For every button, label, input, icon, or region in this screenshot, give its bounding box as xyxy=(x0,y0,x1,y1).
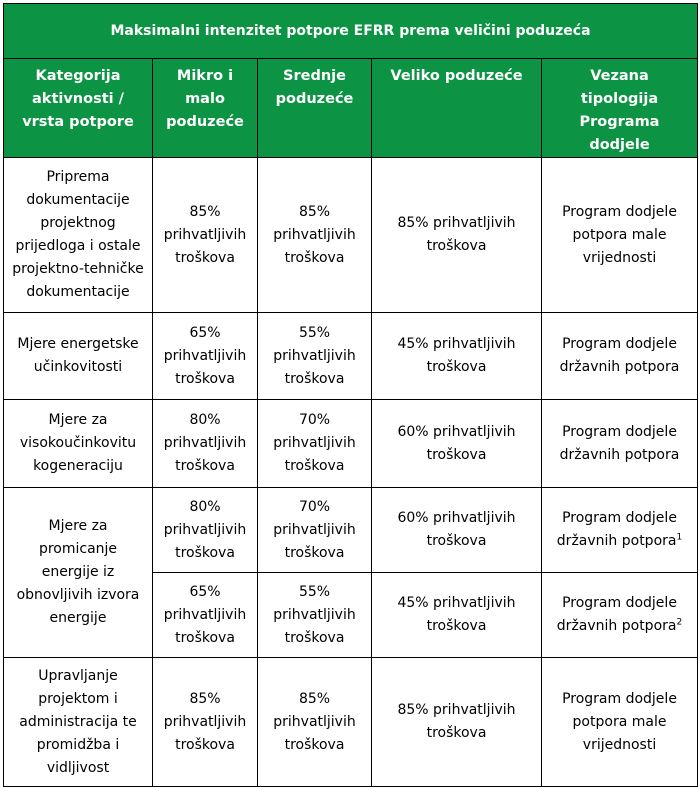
cell-medium: 55% prihvatljivih troškova xyxy=(258,313,372,400)
footnote-mark: 2 xyxy=(676,617,683,628)
cell-programme: Program dodjele državnih potpora xyxy=(542,400,698,488)
cell-large: 45% prihvatljivih troškova xyxy=(372,573,542,658)
aid-intensity-table xyxy=(3,3,698,787)
cell-large: 60% prihvatljivih troškova xyxy=(372,488,542,573)
table-row xyxy=(4,658,698,787)
header-row xyxy=(4,59,698,158)
row-category: Mjere energetske učinkovitosti xyxy=(4,313,153,400)
header-micro: Mikro i malo poduzeće xyxy=(153,59,258,158)
header-large: Veliko poduzeće xyxy=(372,59,542,158)
cell-medium: 55% prihvatljivih troškova xyxy=(258,573,372,658)
table-title: Maksimalni intenzitet potpore EFRR prema veličini poduzeća xyxy=(4,4,698,59)
table-row xyxy=(4,313,698,400)
table-row xyxy=(4,488,698,573)
cell-micro: 80% prihvatljivih troškova xyxy=(153,400,258,488)
cell-medium: 85% prihvatljivih troškova xyxy=(258,658,372,787)
cell-large: 60% prihvatljivih troškova xyxy=(372,400,542,488)
cell-micro: 85% prihvatljivih troškova xyxy=(153,158,258,313)
cell-programme xyxy=(542,488,698,573)
table-row xyxy=(4,158,698,313)
programme-text: Program dodjele državnih potpora xyxy=(556,595,677,634)
programme-text: Program dodjele državnih potpora xyxy=(556,510,677,549)
cell-micro: 80% prihvatljivih troškova xyxy=(153,488,258,573)
row-category: Mjere za visokoučinkovitu kogeneraciju xyxy=(4,400,153,488)
cell-programme: Program dodjele državnih potpora xyxy=(542,313,698,400)
cell-micro: 85% prihvatljivih troškova xyxy=(153,658,258,787)
cell-micro: 65% prihvatljivih troškova xyxy=(153,313,258,400)
cell-micro: 65% prihvatljivih troškova xyxy=(153,573,258,658)
cell-medium: 70% prihvatljivih troškova xyxy=(258,488,372,573)
cell-large: 85% prihvatljivih troškova xyxy=(372,658,542,787)
header-programme: Vezana tipologija Programa dodjele xyxy=(542,59,698,158)
row-category: Priprema dokumentacije projektnog prijedloga i ostale projektno-tehničke dokumentacije xyxy=(4,158,153,313)
cell-large: 85% prihvatljivih troškova xyxy=(372,158,542,313)
cell-medium: 85% prihvatljivih troškova xyxy=(258,158,372,313)
cell-large: 45% prihvatljivih troškova xyxy=(372,313,542,400)
row-category: Mjere za promicanje energije iz obnovljivih izvora energije xyxy=(4,488,153,658)
title-row xyxy=(4,4,698,59)
table-row xyxy=(4,400,698,488)
cell-medium: 70% prihvatljivih troškova xyxy=(258,400,372,488)
row-category: Upravljanje projektom i administracija te promidžba i vidljivost xyxy=(4,658,153,787)
header-medium: Srednje poduzeće xyxy=(258,59,372,158)
cell-programme xyxy=(542,573,698,658)
footnote-mark: 1 xyxy=(676,532,683,543)
cell-programme: Program dodjele potpora male vrijednosti xyxy=(542,658,698,787)
header-category: Kategorija aktivnosti / vrsta potpore xyxy=(4,59,153,158)
cell-programme: Program dodjele potpora male vrijednosti xyxy=(542,158,698,313)
